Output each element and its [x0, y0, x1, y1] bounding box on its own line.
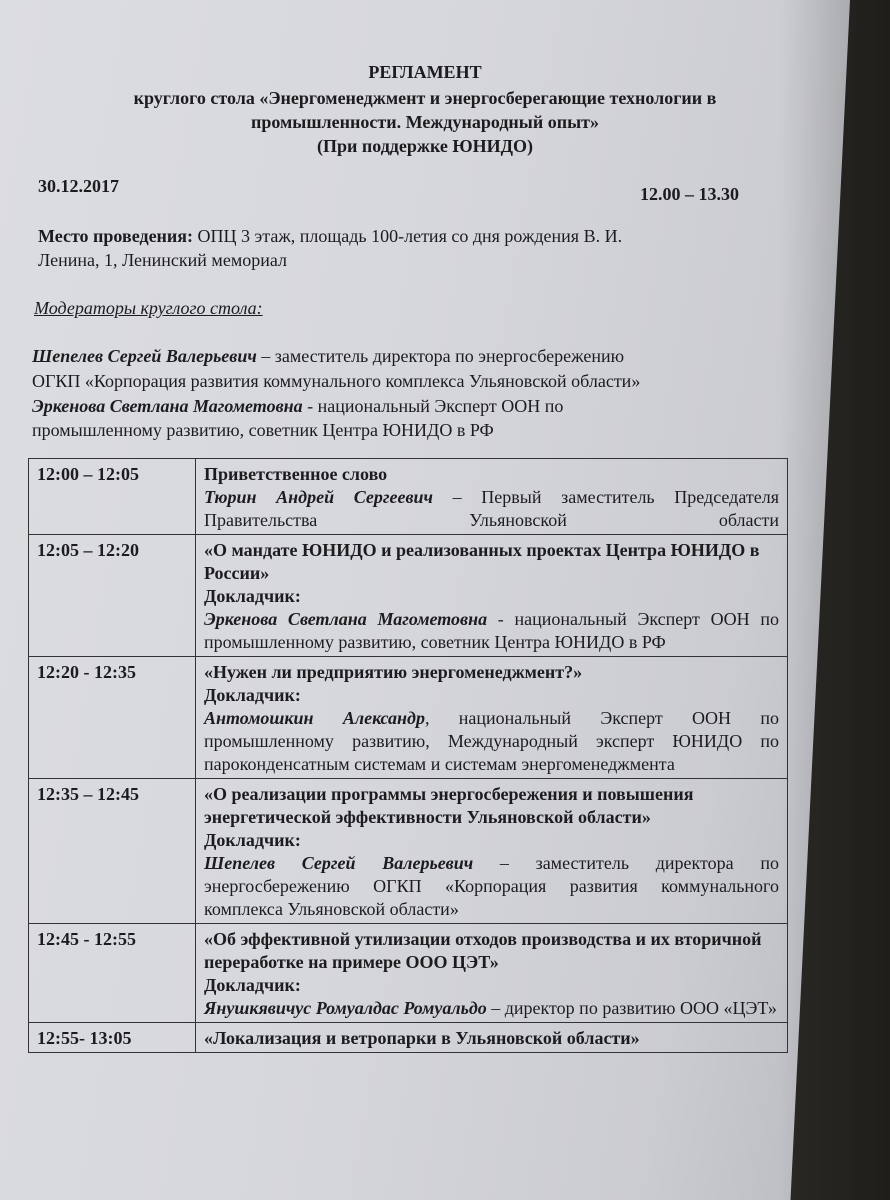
moderator-2-line1	[32, 396, 563, 417]
agenda-time: 12:20 - 12:35	[29, 657, 196, 779]
agenda-row	[29, 1023, 788, 1053]
venue-label: Место проведения:	[38, 226, 194, 246]
agenda-speaker	[204, 852, 779, 921]
speaker-name: Эркенова Светлана Магометовна	[204, 609, 488, 629]
agenda-details	[196, 1023, 788, 1053]
agenda-title: «Локализация и ветропарки в Ульяновской области»	[204, 1028, 640, 1048]
speaker-name: Шепелев Сергей Валерьевич	[204, 853, 474, 873]
speaker-role: – директор по развитию ООО «ЦЭТ»	[486, 998, 777, 1018]
speaker-label: Докладчик:	[204, 830, 301, 850]
agenda-title: «Нужен ли предприятию энергоменеджмент?»	[204, 662, 583, 682]
agenda-time: 12:45 - 12:55	[29, 924, 196, 1023]
venue-line2: Ленина, 1, Ленинский мемориал	[38, 250, 287, 270]
agenda-time: 12:00 – 12:05	[29, 459, 196, 535]
speaker-name: Антомошкин Александр	[204, 708, 425, 728]
venue-line1	[38, 226, 622, 247]
agenda-row	[29, 924, 788, 1023]
background-shadow	[780, 0, 890, 1200]
moderator-2-name: Эркенова Светлана Магометовна	[32, 396, 303, 416]
event-date: 30.12.2017	[38, 176, 119, 196]
moderator-1-line1	[32, 346, 624, 367]
moderator-1-role: – заместитель директора по энергосбережению	[256, 346, 625, 366]
agenda-title: Приветственное слово	[204, 464, 388, 484]
speaker-label: Докладчик:	[204, 685, 301, 705]
agenda-row	[29, 459, 788, 535]
venue-address: ОПЦ 3 этаж, площадь 100-летия со дня рождения В. И.	[197, 226, 623, 246]
document-title: РЕГЛАМЕНТ	[368, 62, 482, 82]
agenda-details	[196, 459, 788, 535]
agenda-title: «О реализации программы энергосбережения и повышения энергетической эффективности Ульяновской области»	[204, 784, 694, 827]
document-subtitle-line2: промышленности. Международный опыт»	[250, 112, 599, 132]
agenda-row	[29, 535, 788, 657]
agenda-time: 12:05 – 12:20	[29, 535, 196, 657]
speaker-role: - национальный Эксперт ООН по промышленному развитию, советник Центра ЮНИДО в РФ	[204, 609, 780, 652]
document-subtitle-line1: круглого стола «Энергоменеджмент и энергосберегающие технологии в	[133, 88, 717, 108]
event-time: 12.00 – 13.30	[640, 184, 739, 204]
agenda-time: 12:35 – 12:45	[29, 779, 196, 924]
agenda-speaker	[204, 997, 779, 1020]
agenda-details	[196, 779, 788, 924]
speaker-name: Тюрин Андрей Сергеевич	[204, 487, 433, 507]
agenda-time: 12:55- 13:05	[29, 1023, 196, 1053]
moderator-1-name: Шепелев Сергей Валерьевич	[32, 346, 257, 366]
agenda-speaker	[204, 707, 779, 776]
moderators-heading: Модераторы круглого стола:	[34, 298, 263, 318]
speaker-name: Янушкявичус Ромуалдас Ромуальдо	[204, 998, 487, 1018]
moderator-1-line2: ОГКП «Корпорация развития коммунального комплекса Ульяновской области»	[32, 371, 641, 391]
speaker-role: – Первый заместитель Председателя Правительства Ульяновской области	[204, 487, 779, 530]
agenda-row	[29, 657, 788, 779]
speaker-label: Докладчик:	[204, 975, 301, 995]
moderator-2-line2: промышленному развитию, советник Центра ЮНИДО в РФ	[32, 420, 494, 440]
speaker-label: Докладчик:	[204, 586, 301, 606]
speaker-role: – заместитель директора по энергосбережению ОГКП «Корпорация развития коммунального комплекса Ульяновской области»	[204, 853, 779, 919]
moderator-2-role: - национальный Эксперт ООН по	[302, 396, 564, 416]
agenda-speaker	[204, 486, 779, 532]
agenda-details	[196, 657, 788, 779]
agenda-title: «Об эффективной утилизации отходов производства и их вторичной переработке на примере ООО ЦЭТ»	[204, 929, 762, 972]
agenda-speaker	[204, 608, 779, 654]
agenda-table	[28, 458, 788, 1053]
agenda-details	[196, 535, 788, 657]
agenda-row	[29, 779, 788, 924]
agenda-title: «О мандате ЮНИДО и реализованных проектах Центра ЮНИДО в России»	[204, 540, 760, 583]
agenda-details	[196, 924, 788, 1023]
support-note: (При поддержке ЮНИДО)	[316, 136, 534, 156]
speaker-role: , национальный Эксперт ООН по промышленному развитию, Международный эксперт ЮНИДО по пароконденсатным системам и системам энергоменеджмента	[204, 708, 779, 774]
